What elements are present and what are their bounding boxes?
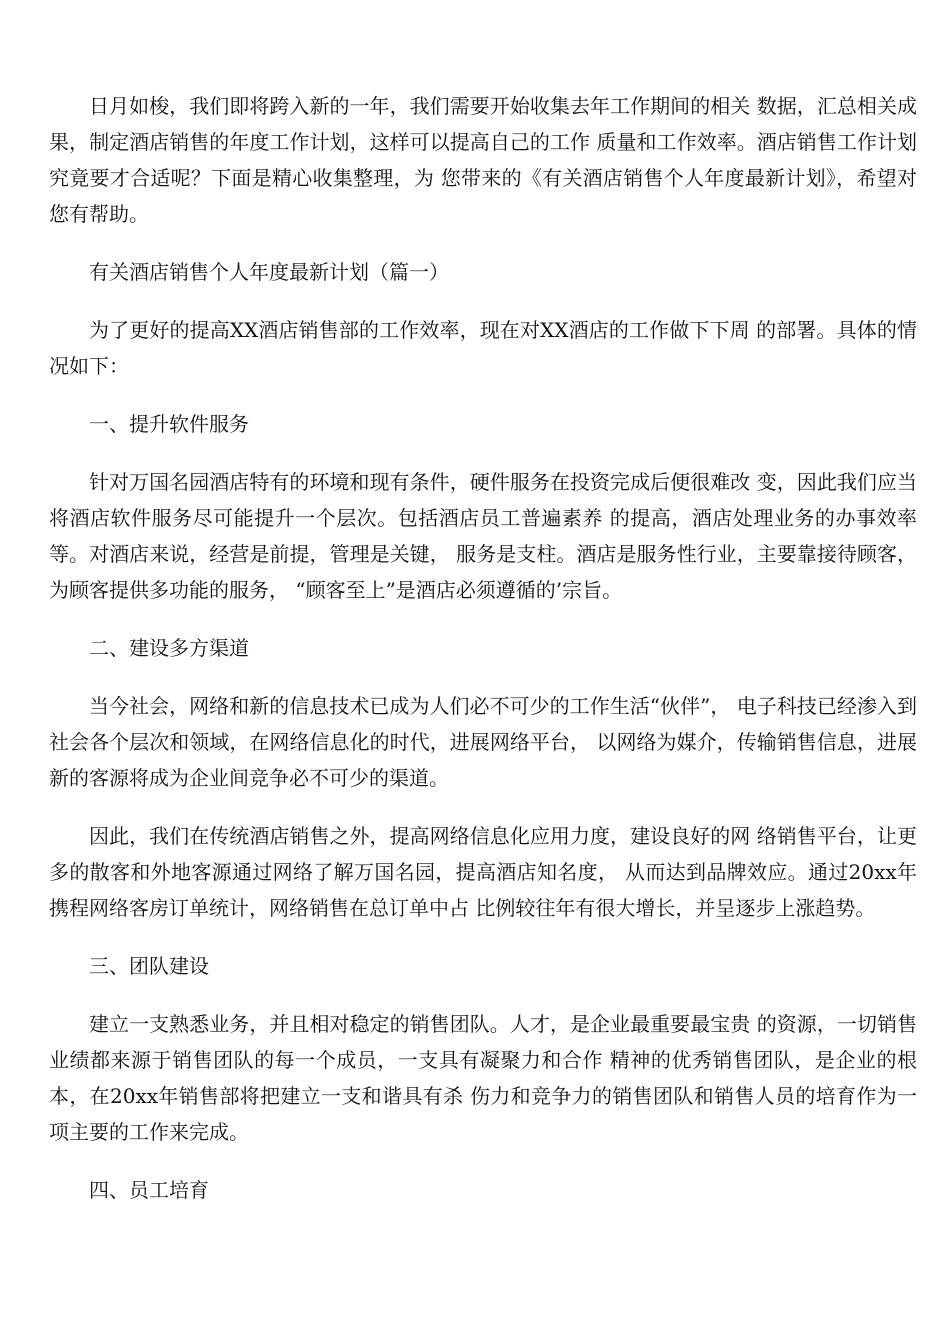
section-title-part-one: 有关酒店销售个人年度最新计划（篇一） [89,260,449,284]
heading-software-service: 一、提升软件服务 [89,412,249,436]
heading-channels: 二、建设多方渠道 [89,636,249,660]
software-service-paragraph: 针对万国名园酒店特有的环境和现有条件，硬件服务在投资完成后便很难改 变，因此我们应当将酒店软件服务尽可能提升一个层次。包括酒店员工普遍素养 的提高，酒店处理业务的办事效率等。对酒店来说，经营是前提，管理是关键， 服务是支柱。酒店是服务性行业，主要靠接待顾客，为顾客提供多功能的服务， “顾客至上”是酒店必须遵循的’宗旨。 [49,470,917,602]
channels-paragraph-2: 因此，我们在传统酒店销售之外，提高网络信息化应用力度，建设良好的网 络销售平台，让更多的散客和外地客源通过网络了解万国名园，提高酒店知名度， 从而达到品牌效应。通过20xx年携程网络客房订单统计，网络销售在总订单中占 比例较往年有很大增长，并呈逐步上涨趋势。 [49,824,917,920]
team-building-paragraph: 建立一支熟悉业务，并且相对稳定的销售团队。人才，是企业最重要最宝贵 的资源，一切销售业绩都来源于销售团队的每一个成员，一支具有凝聚力和合作 精神的优秀销售团队，是企业的根本，在20xx年销售部将把建立一支和谐具有杀 伤力和竞争力的销售团队和销售人员的培育作为一项主要的工作来完成。 [49,1012,917,1144]
intro-paragraph: 日月如梭，我们即将跨入新的一年，我们需要开始收集去年工作期间的相关 数据，汇总相关成果，制定酒店销售的年度工作计划，这样可以提高自己的工作 质量和工作效率。酒店销售工作计划究竟要才合适呢？下面是精心收集整理，为 您带来的《有关酒店销售个人年度最新计划》，希望对您有帮助。 [49,94,917,226]
channels-paragraph-1: 当今社会，网络和新的信息技术已成为人们必不可少的工作生活“伙伴”， 电子科技已经渗入到社会各个层次和领域，在网络信息化的时代，进展网络平台， 以网络为媒介，传输销售信息，进展新的客源将成为企业间竞争必不可少的渠道。 [49,694,917,790]
heading-team-building: 三、团队建设 [89,954,209,978]
document-page [49,88,917,1230]
purpose-paragraph: 为了更好的提高XX酒店销售部的工作效率，现在对XX酒店的工作做下下周 的部署。具体的情况如下： [49,318,917,378]
heading-staff-training: 四、员工培育 [89,1178,209,1202]
